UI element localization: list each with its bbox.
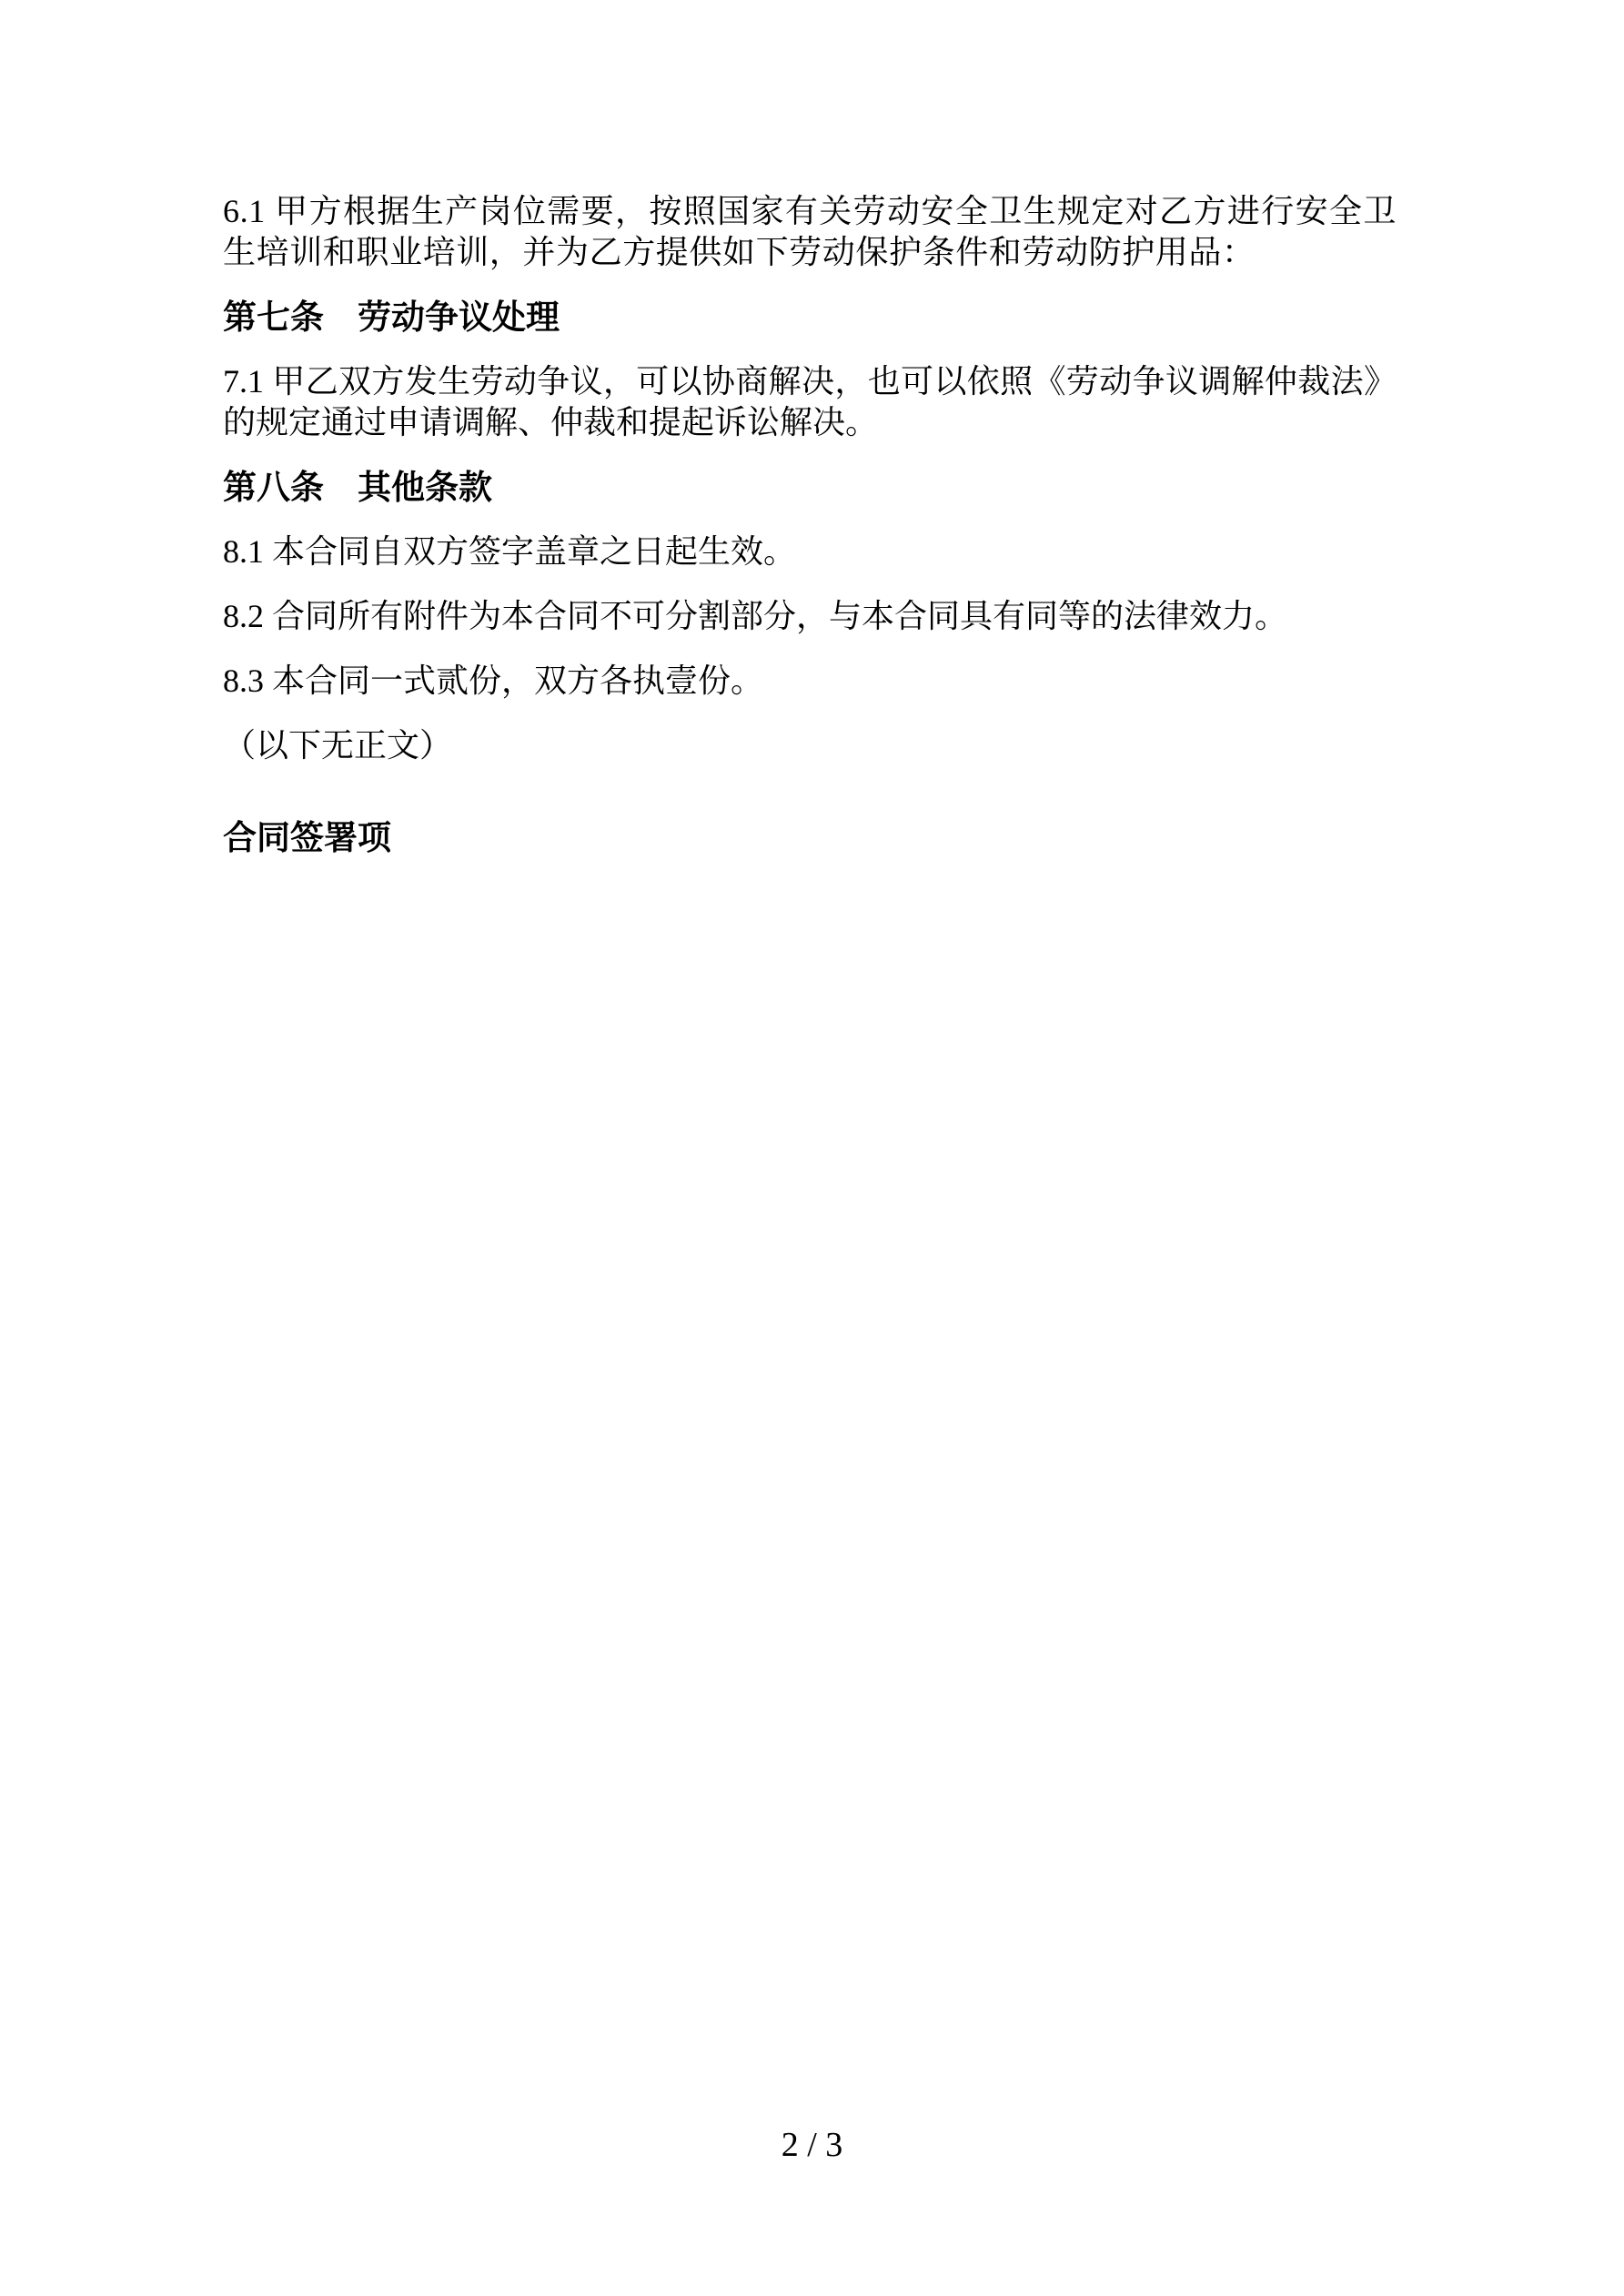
clause-7-1-paragraph: 7.1 甲乙双方发生劳动争议，可以协商解决，也可以依照《劳动争议调解仲裁法》的规定通过申请调解、仲裁和提起诉讼解决。 (223, 363, 1397, 440)
clause-6-1-paragraph: 6.1 甲方根据生产岗位需要，按照国家有关劳动安全卫生规定对乙方进行安全卫生培训和职业培训，并为乙方提供如下劳动保护条件和劳动防护用品： (223, 193, 1397, 270)
clause-8-3-paragraph: 8.3 本合同一式贰份，双方各执壹份。 (223, 663, 764, 699)
signature-section-heading: 合同签署项 (223, 819, 391, 856)
clause-8-1-paragraph: 8.1 本合同自双方签字盖章之日起生效。 (223, 533, 797, 570)
page-number: 2 / 3 (781, 2126, 843, 2164)
article-7-heading: 第七条 劳动争议处理 (223, 298, 560, 336)
article-8-heading: 第八条 其他条款 (223, 469, 492, 506)
contract-body (223, 191, 1397, 882)
clause-8-2-paragraph: 8.2 合同所有附件为本合同不可分割部分，与本合同具有同等的法律效力。 (223, 598, 1288, 634)
end-of-text-note: （以下无正文） (223, 727, 453, 764)
